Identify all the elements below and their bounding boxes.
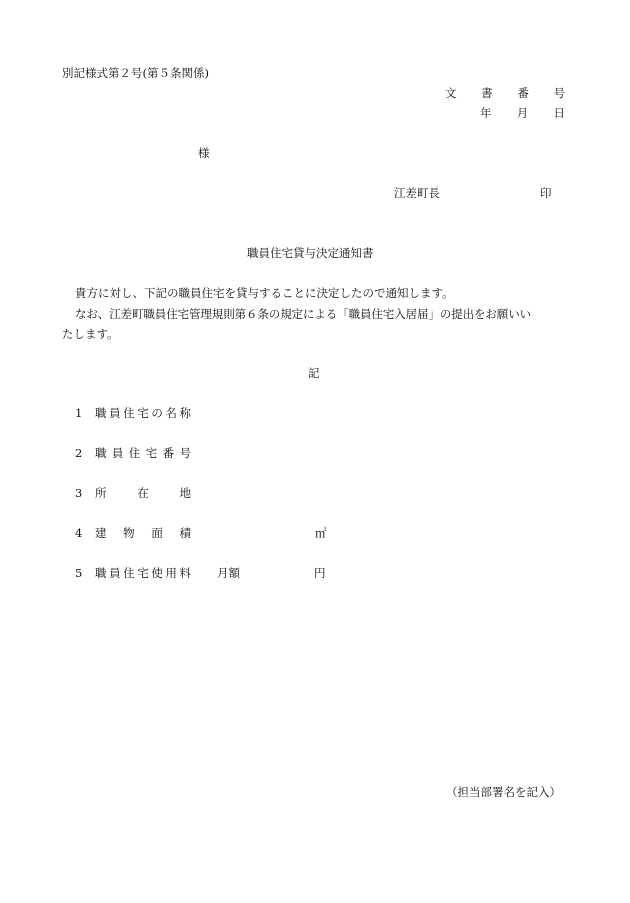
label-char: 職 — [95, 406, 107, 420]
body-paragraph-1: 貴方に対し、下記の職員住宅を貸与することに決定したので通知します。 — [75, 286, 454, 300]
item-label — [95, 526, 191, 540]
item-label — [95, 486, 191, 500]
label-char: 員 — [109, 406, 121, 420]
label-char: 員 — [109, 566, 121, 580]
body-paragraph-2-line-2: たします。 — [62, 327, 119, 341]
footer-note: （担当部署名を記入） — [446, 785, 561, 799]
item-label — [95, 566, 191, 580]
date-day-char: 日 — [553, 106, 565, 120]
label-char: 住 — [123, 406, 135, 420]
label-char: 職 — [95, 566, 107, 580]
date-label — [480, 106, 565, 120]
label-char: 住 — [123, 566, 135, 580]
label-char: 宅 — [137, 566, 149, 580]
label-char: 物 — [123, 526, 135, 540]
label-char: の — [151, 406, 163, 420]
item-number: 4 — [75, 526, 83, 540]
doc-number-char: 文 — [445, 86, 457, 100]
monthly-label: 月額 — [217, 566, 240, 580]
label-char: 員 — [111, 446, 124, 460]
label-char: 在 — [137, 486, 149, 500]
label-char: 号 — [179, 446, 191, 460]
sender-title: 江差町長 — [394, 186, 440, 200]
label-char: 宅 — [145, 446, 158, 460]
label-char: 職 — [95, 446, 107, 460]
doc-number-char: 番 — [517, 86, 529, 100]
item-label — [95, 446, 191, 460]
item-number: 1 — [75, 406, 83, 420]
item-label — [95, 406, 191, 420]
doc-number-char: 号 — [553, 86, 565, 100]
date-year-char: 年 — [480, 106, 492, 120]
label-char: 住 — [128, 446, 141, 460]
ki-heading: 記 — [308, 366, 320, 380]
seal-mark: 印 — [540, 186, 552, 200]
label-char: 積 — [179, 526, 191, 540]
label-char: 地 — [179, 486, 191, 500]
area-unit: ㎡ — [315, 526, 327, 540]
label-char: 宅 — [137, 406, 149, 420]
form-reference: 別記様式第２号(第５条関係) — [62, 66, 209, 80]
label-char: 建 — [95, 526, 107, 540]
label-char: 所 — [95, 486, 107, 500]
item-number: 5 — [75, 566, 83, 580]
label-char: 使 — [151, 566, 163, 580]
label-char: 名 — [165, 406, 177, 420]
addressee-honorific: 様 — [198, 146, 210, 160]
label-char: 用 — [165, 566, 177, 580]
yen-unit: 円 — [314, 566, 326, 580]
item-number: 2 — [75, 446, 83, 460]
body-paragraph-2-line-1: なお、江差町職員住宅管理規則第６条の規定による「職員住宅入居届」の提出をお願いい — [75, 307, 531, 321]
label-char: 番 — [162, 446, 175, 460]
label-char: 料 — [179, 566, 191, 580]
label-char: 称 — [179, 406, 191, 420]
document-number-label — [445, 86, 565, 100]
document-title: 職員住宅貸与決定通知書 — [247, 246, 374, 260]
item-number: 3 — [75, 486, 83, 500]
doc-number-char: 書 — [481, 86, 493, 100]
label-char: 面 — [151, 526, 163, 540]
date-month-char: 月 — [516, 106, 529, 120]
